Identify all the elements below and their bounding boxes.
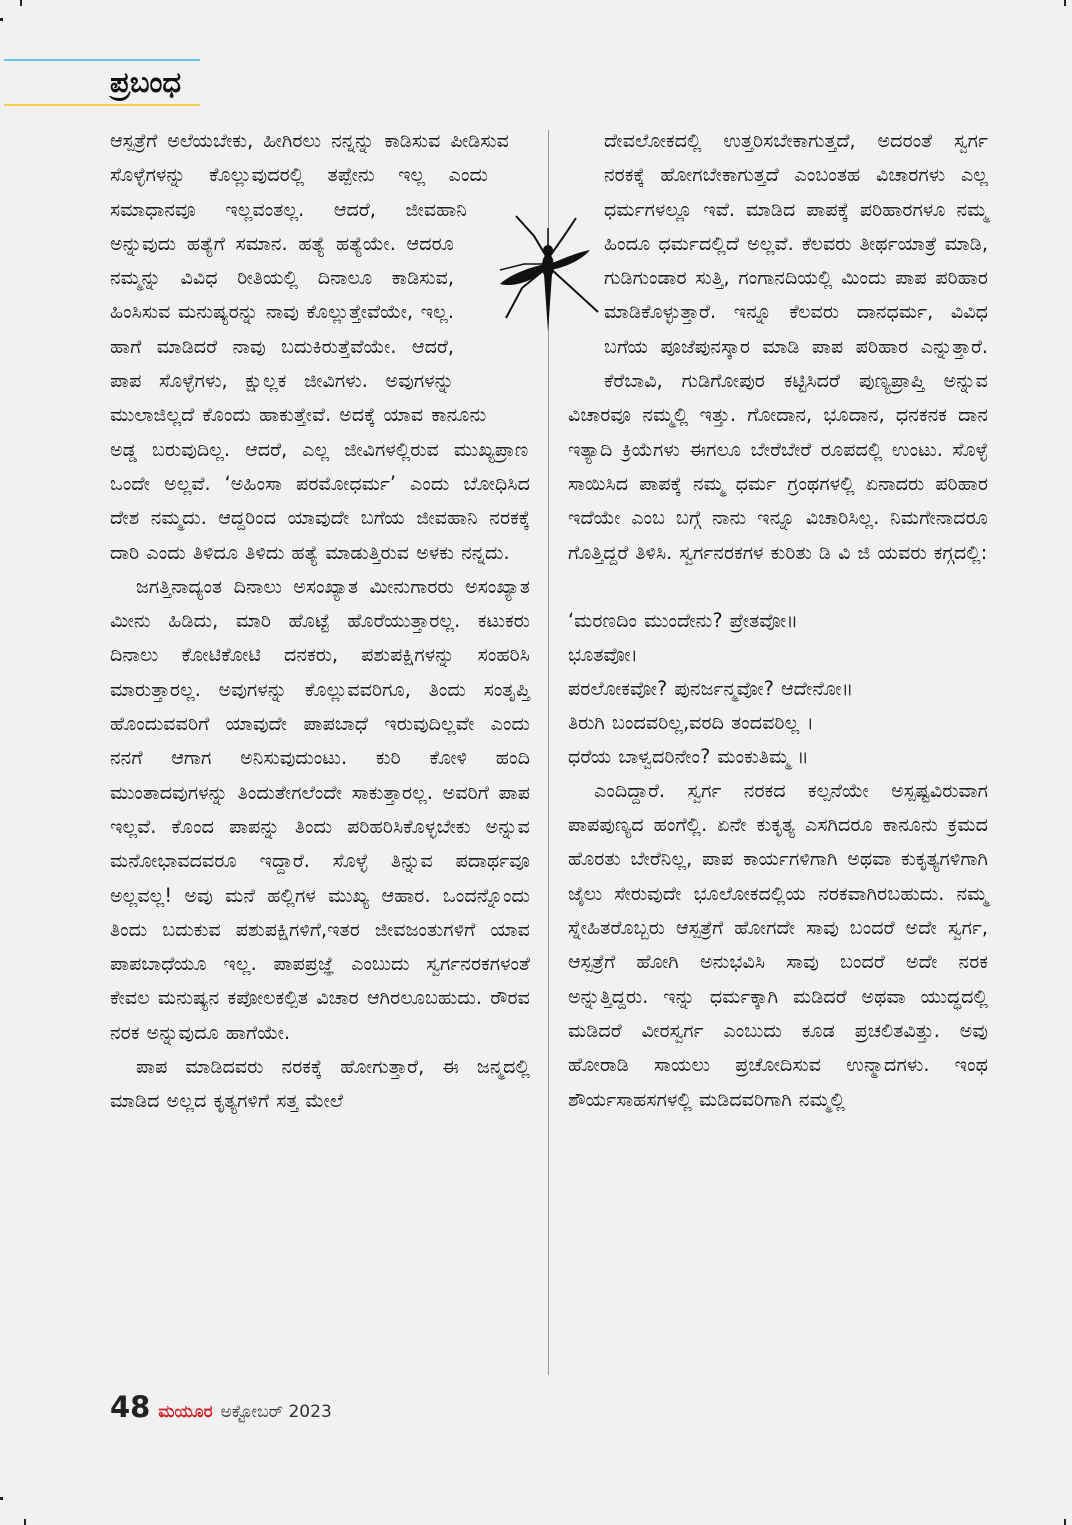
page-footer xyxy=(110,1390,332,1430)
paragraph: ದೇವಲೋಕದಲ್ಲಿ ಉತ್ತರಿಸಬೇಕಾಗುತ್ತದೆ, ಅದರಂತೆ ಸ್ವರ್ಗ ನರಕಕ್ಕೆ ಹೋಗಬೇಕಾಗುತ್ತದೆ ಎಂಬಂತಹ ವಿಚಾರಗಳು ಎಲ್ಲ ಧರ್ಮಗಳಲ್ಲೂ ಇವೆ. ಮಾಡಿದ ಪಾಪಕ್ಕೆ ಪರಿಹಾರಗಳೂ ನಮ್ಮ ಹಿಂದೂ ಧರ್ಮದಲ್ಲಿದೆ ಅಲ್ಲವೆ. ಕೆಲವರು ತೀರ್ಥಯಾತ್ರೆ ಮಾಡಿ, ಗುಡಿಗುಂಡಾರ ಸುತ್ತಿ, ಗಂಗಾನದಿಯಲ್ಲಿ ಮಿಂದು ಪಾಪ ಪರಿಹಾರ ಮಾಡಿಕೊಳ್ಳುತ್ತಾರೆ. ಇನ್ನೂ ಕೆಲವರು ದಾನಧರ್ಮ, ವಿವಿಧ ಬಗೆಯ ಪೂಜೆಪುನಸ್ಕಾರ ಮಾಡಿ ಪಾಪ ಪರಿಹಾರ ಎನ್ನುತ್ತಾರೆ. ಕೆರೆಬಾವಿ, ಗುಡಿಗೋಪುರ ಕಟ್ಟಿಸಿದರೆ ಪುಣ್ಯಪ್ರಾಪ್ತಿ ಅನ್ನುವ ವಿಚಾರವೂ ನಮ್ಮಲ್ಲಿ ಇತ್ತು. ಗೋದಾನ, ಭೂದಾನ, ಧನಕನಕ ದಾನ ಇತ್ಯಾದಿ ಕ್ರಿಯೆಗಳು ಈಗಲೂ ಬೇರೆಬೇರೆ ರೂಪದಲ್ಲಿ ಉಂಟು. ಸೊಳ್ಳೆ ಸಾಯಿಸಿದ ಪಾಪಕ್ಕೆ ನಮ್ಮ ಧರ್ಮ ಗ್ರಂಥಗಳಲ್ಲಿ ಏನಾದರು ಪರಿಹಾರ ಇದೆಯೇ ಎಂಬ ಬಗ್ಗೆ ನಾನು ಇನ್ನೂ ವಿಚಾರಿಸಿಲ್ಲ. ನಿಮಗೇನಾದರೂ ಗೊತ್ತಿದ್ದರೆ ತಿಳಿಸಿ. ಸ್ವರ್ಗನರಕಗಳ ಕುರಿತು ಡಿ ವಿ ಜಿ ಯವರು ಕಗ್ಗದಲ್ಲಿ: xyxy=(568,129,988,564)
crop-mark xyxy=(1064,1519,1066,1525)
crop-mark xyxy=(20,0,22,6)
mosquito-icon xyxy=(494,208,604,338)
left-column xyxy=(110,124,530,1119)
poem-line: ಪರಲೋಕವೋ? ಪುನರ್ಜನ್ಮವೋ? ಆದೇನೋ॥ xyxy=(568,676,854,700)
crop-mark xyxy=(0,1497,3,1500)
paragraph: ಪಾಪ ಮಾಡಿದವರು ನರಕಕ್ಕೆ ಹೋಗುತ್ತಾರೆ, ಈ ಜನ್ಮದಲ್ಲಿ ಮಾಡಿದ ಅಲ್ಲದ ಕೃತ್ಯಗಳಿಗೆ ಸತ್ತ ಮೇಲೆ xyxy=(110,1055,530,1113)
crop-mark xyxy=(24,1519,26,1525)
paragraph: ಜಗತ್ತಿನಾದ್ಯಂತ ದಿನಾಲು ಅಸಂಖ್ಯಾತ ಮೀನುಗಾರರು ಅಸಂಖ್ಯಾತ ಮೀನು ಹಿಡಿದು, ಮಾರಿ ಹೊಟ್ಟೆ ಹೊರೆಯುತ್ತಾರಲ್ಲ. ಕಟುಕರು ದಿನಾಲು ಕೋಟಿಕೋಟಿ ದನಕರು, ಪಶುಪಕ್ಷಿಗಳನ್ನು ಸಂಹರಿಸಿ ಮಾರುತ್ತಾರಲ್ಲ. ಅವುಗಳನ್ನು ಕೊಲ್ಲುವವರಿಗೂ, ತಿಂದು ಸಂತೃಪ್ತಿ ಹೊಂದುವವರಿಗೆ ಯಾವುದೇ ಪಾಪಬಾಧೆ ಇರುವುದಿಲ್ಲವೇ ಎಂದು ನನಗೆ ಆಗಾಗ ಅನಿಸುವುದುಂಟು. ಕುರಿ ಕೋಳಿ ಹಂದಿ ಮುಂತಾದವುಗಳನ್ನು ತಿಂದುತೇಗಲೆಂದೇ ಸಾಕುತ್ತಾರಲ್ಲ. ಅವರಿಗೆ ಪಾಪ ಇಲ್ಲವೆ. ಕೊಂದ ಪಾಪನ್ನು ತಿಂದು ಪರಿಹರಿಸಿಕೊಳ್ಳಬೇಕು ಅನ್ನುವ ಮನೋಭಾವದವರೂ ಇದ್ದಾರೆ. ಸೊಳ್ಳೆ ತಿನ್ನುವ ಪದಾರ್ಥವೂ ಅಲ್ಲವಲ್ಲ! ಅವು ಮನೆ ಹಲ್ಲಿಗಳ ಮುಖ್ಯ ಆಹಾರ. ಒಂದನ್ನೊಂದು ತಿಂದು ಬದುಕುವ ಪಶುಪಕ್ಷಿಗಳಿಗೆ,ಇತರ ಜೀವಜಂತುಗಳಿಗೆ ಯಾವ ಪಾಪಬಾಧೆಯೂ ಇಲ್ಲ. ಪಾಪಪ್ರಜ್ಞೆ ಎಂಬುದು ಸ್ವರ್ಗನರಕಗಳಂತೆ ಕೇವಲ ಮನುಷ್ಯನ ಕಪೋಲಕಲ್ಪಿತ ವಿಚಾರ ಆಗಿರಲೂಬಹುದು. ರೌರವ ನರಕ ಅನ್ನುವುದೂ ಹಾಗೆಯೇ. xyxy=(110,574,530,1044)
poem-quote xyxy=(568,604,988,774)
poem-line: ತಿರುಗಿ ಬಂದವರಿಲ್ಲ,ವರದಿ ತಂದವರಿಲ್ಲ । xyxy=(568,710,814,734)
issue-date: ಅಕ್ಟೋಬರ್ 2023 xyxy=(220,1402,332,1422)
crop-mark xyxy=(1064,0,1066,6)
header-underline xyxy=(4,104,200,106)
header-accent-line xyxy=(4,59,200,61)
poem-line: ‘ಮರಣದಿಂ ಮುಂದೇನು? ಪ್ರೇತವೋ॥ xyxy=(568,608,798,632)
section-title: ಪ್ರಬಂಧ xyxy=(110,65,182,99)
crop-mark xyxy=(0,18,3,21)
poem-line: ಧರೆಯ ಬಾಳ್ವದರಿನೇಂ? ಮಂಕುತಿಮ್ಮ ॥ xyxy=(568,744,809,768)
paragraph: ಎಂದಿದ್ದಾರೆ. ಸ್ವರ್ಗ ನರಕದ ಕಲ್ಪನೆಯೇ ಅಸ್ಪಷ್ಟವಿರುವಾಗ ಪಾಪಪುಣ್ಯದ ಹಂಗೆಲ್ಲಿ. ಏನೇ ಕುಕೃತ್ಯ ಎಸಗಿದರೂ ಕಾನೂನು ಕ್ರಮದ ಹೊರತು ಬೇರೆನಿಲ್ಲ, ಪಾಪ ಕಾರ್ಯಗಳಿಗಾಗಿ ಅಥವಾ ಕುಕೃತ್ಯಗಳಿಗಾಗಿ ಜೈಲು ಸೇರುವುದೇ ಭೂಲೋಕದಲ್ಲಿಯ ನರಕವಾಗಿರಬಹುದು. ನಮ್ಮ ಸ್ನೇಹಿತರೊಬ್ಬರು ಆಸ್ಪತ್ರೆಗೆ ಹೋಗದೇ ಸಾವು ಬಂದರೆ ಅದೇ ಸ್ವರ್ಗ, ಆಸ್ಪತ್ರೆಗೆ ಹೋಗಿ ಅನುಭವಿಸಿ ಸಾವು ಬಂದರೆ ಅದೇ ನರಕ ಅನ್ನುತ್ತಿದ್ದರು. ಇನ್ನು ಧರ್ಮಕ್ಕಾಗಿ ಮಡಿದರೆ ಅಥವಾ ಯುದ್ಧದಲ್ಲಿ ಮಡಿದರೆ ವೀರಸ್ವರ್ಗ ಎಂಬುದು ಕೂಡ ಪ್ರಚಲಿತವಿತ್ತು. ಅವು ಹೋರಾಡಿ ಸಾಯಲು ಪ್ರಚೋದಿಸುವ ಉನ್ಮಾದಗಳು. ಇಂಥ ಶೌರ್ಯಸಾಹಸಗಳಲ್ಲಿ ಮಡಿದವರಿಗಾಗಿ ನಮ್ಮಲ್ಲಿ xyxy=(568,778,988,1111)
page-number: 48 xyxy=(110,1390,151,1424)
right-column xyxy=(568,124,988,1117)
paragraph: ಆಸ್ಪತ್ರೆಗೆ ಅಲೆಯಬೇಕು, ಹೀಗಿರಲು ನನ್ನನ್ನು ಕಾಡಿಸುವ ಪೀಡಿಸುವ ಸೊಳ್ಳೆಗಳನ್ನು ಕೊಲ್ಲುವುದರಲ್ಲಿ ತಪ್ಪೇನು ಇಲ್ಲ ಎಂದು ಸಮಾಧಾನವೂ ಇಲ್ಲವಂತಲ್ಲ. ಆದರೆ, ಜೀವಹಾನಿ ಅನ್ನುವುದು ಹತ್ಯೆಗೆ ಸಮಾನ. ಹತ್ಯೆ ಹತ್ಯೆಯೇ. ಆದರೂ ನಮ್ಮನ್ನು ವಿವಿಧ ರೀತಿಯಲ್ಲಿ ದಿನಾಲೂ ಕಾಡಿಸುವ, ಹಿಂಸಿಸುವ ಮನುಷ್ಯರನ್ನು ನಾವು ಕೊಲ್ಲುತ್ತೇವೆಯೇ, ಇಲ್ಲ. ಹಾಗೆ ಮಾಡಿದರೆ ನಾವು ಬದುಕಿರುತ್ತೆವೆಯೇ. ಆದರೆ, ಪಾಪ ಸೊಳ್ಳೆಗಳು, ಕ್ಷುಲ್ಲಕ ಜೀವಿಗಳು. ಅವುಗಳನ್ನು ಮುಲಾಜಿಲ್ಲದೆ ಕೊಂದು ಹಾಕುತ್ತೇವೆ. ಅದಕ್ಕೆ ಯಾವ ಕಾನೂನು ಅಡ್ಡ ಬರುವುದಿಲ್ಲ. ಆದರೆ, ಎಲ್ಲ ಜೀವಿಗಳಲ್ಲಿರುವ ಮುಖ್ಯಪ್ರಾಣ ಒಂದೇ ಅಲ್ಲವೆ. ‘ಅಹಿಂಸಾ ಪರಮೋಧರ್ಮ’ ಎಂದು ಬೋಧಿಸಿದ ದೇಶ ನಮ್ಮದು. ಆದ್ದರಿಂದ ಯಾವುದೇ ಬಗೆಯ ಜೀವಹಾನಿ ನರಕಕ್ಕೆ ದಾರಿ ಎಂದು ತಿಳಿದೂ ತಿಳಿದು ಹತ್ಯೆ ಮಾಡುತ್ತಿರುವ ಅಳಕು ನನ್ನದು. xyxy=(110,129,530,564)
magazine-logo: ಮಯೂರ xyxy=(158,1402,213,1422)
poem-line: ಭೂತವೋ। xyxy=(568,642,638,666)
